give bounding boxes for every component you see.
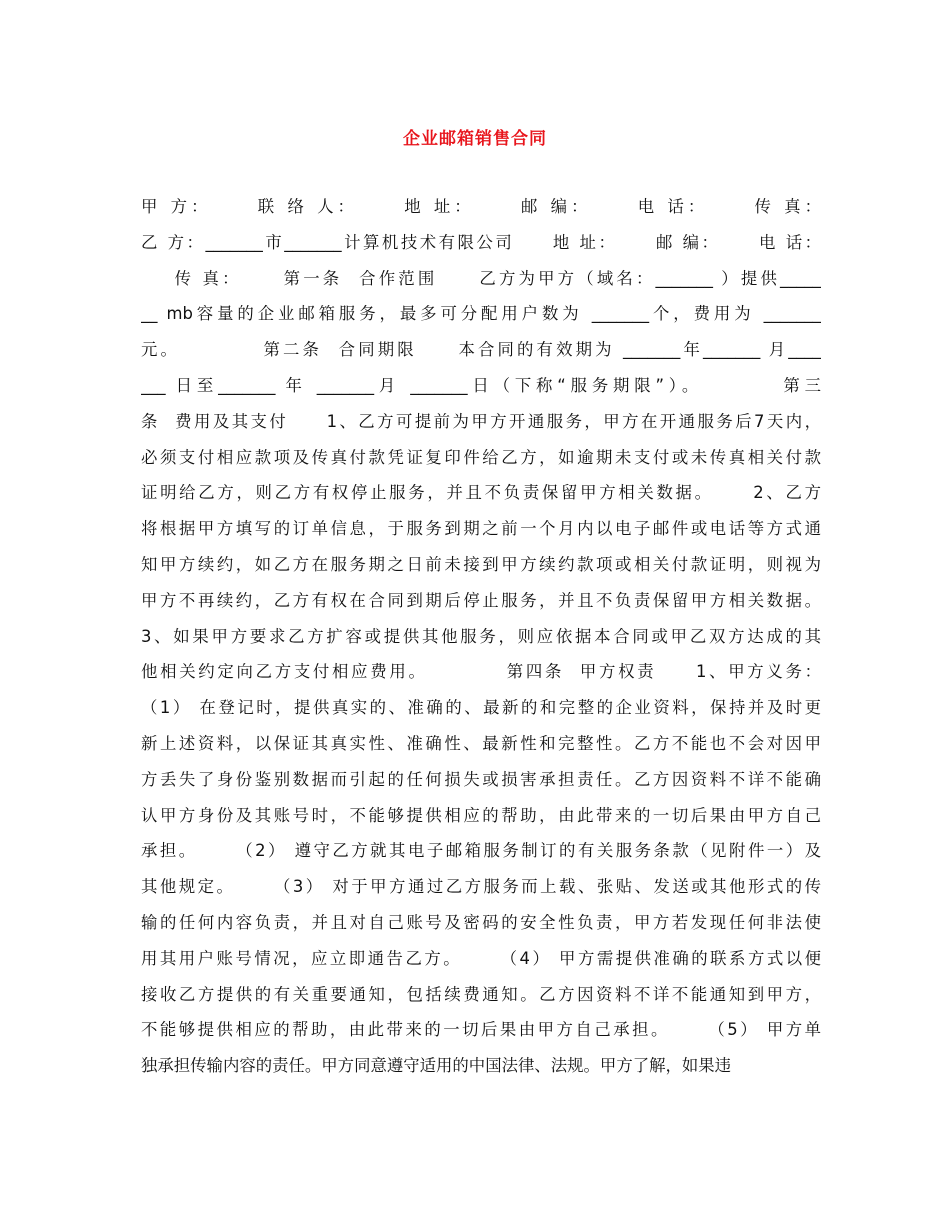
body-line: 将根据甲方填写的订单信息，于服务到期之前一个月内以电子邮件或电话等方式通 (141, 519, 821, 539)
body-line: （1） 在登记时，提供真实的、准确的、最新的和完整的企业资料，保持并及时更 (141, 698, 821, 718)
body-line: __ mb容量的企业邮箱服务，最多可分配用户数为 _______个，费用为 _______ (141, 304, 821, 324)
body-line: 输的任何内容负责，并且对自己账号及密码的安全性负责，甲方若发现任何非法使 (141, 912, 821, 932)
body-line: 其他规定。 （3） 对于甲方通过乙方服务而上载、张贴、发送或其他形式的传 (141, 877, 821, 897)
body-line: 认甲方身份及其账号时，不能够提供相应的帮助，由此带来的一切后果由甲方自己 (141, 805, 821, 825)
body-line: 方丢失了身份鉴别数据而引起的任何损失或损害承担责任。乙方因资料不详不能确 (141, 769, 821, 789)
body-line: 条 费用及其支付 1、乙方可提前为甲方开通服务，甲方在开通服务后7天内， (141, 411, 821, 431)
body-line: 他相关约定向乙方支付相应费用。 第四条 甲方权责 1、甲方义务： (141, 662, 821, 682)
body-line: 甲方不再续约，乙方有权在合同到期后停止服务，并且不负责保留甲方相关数据。 (141, 590, 821, 610)
body-line: 元。 第二条 合同期限 本合同的有效期为 _______年_______ 月____ (141, 340, 821, 360)
body-line: 独承担传输内容的责任。甲方同意遵守适用的中国法律、法规。甲方了解，如果违 (141, 1056, 732, 1076)
body-line: 传 真： 第一条 合作范围 乙方为甲方（域名：_______ ）提供_____ (141, 268, 821, 288)
contract-body (141, 195, 821, 1090)
body-line: 承担。 （2） 遵守乙方就其电子邮箱服务制订的有关服务条款（见附件一）及 (141, 841, 821, 861)
body-line: ___ 日至_______ 年 _______月 _______日（下称“服务期限”）。 第三 (141, 375, 821, 395)
body-line: 乙 方：_______市_______计算机技术有限公司 地 址： 邮 编： 电 话： (141, 232, 821, 252)
body-line: 新上述资料，以保证其真实性、准确性、最新性和完整性。乙方不能也不会对因甲 (141, 733, 821, 753)
body-line: 知甲方续约，如乙方在服务期之日前未接到甲方续约款项或相关付款证明，则视为 (141, 554, 821, 574)
body-line: 必须支付相应款项及传真付款凭证复印件给乙方，如逾期未支付或未传真相关付款 (141, 447, 821, 467)
body-line: 接收乙方提供的有关重要通知，包括续费通知。乙方因资料不详不能通知到甲方， (141, 984, 821, 1004)
body-line: 用其用户账号情况，应立即通告乙方。 （4） 甲方需提供准确的联系方式以便 (141, 948, 821, 968)
document-title: 企业邮箱销售合同 (403, 129, 547, 149)
body-line: 不能够提供相应的帮助，由此带来的一切后果由甲方自己承担。 （5） 甲方单 (141, 1020, 821, 1040)
body-line: 证明给乙方，则乙方有权停止服务，并且不负责保留甲方相关数据。 2、乙方 (141, 483, 821, 503)
body-line: 3、如果甲方要求乙方扩容或提供其他服务，则应依据本合同或甲乙双方达成的其 (141, 626, 821, 646)
body-line: 甲 方： 联 络 人： 地 址： 邮 编： 电 话： 传 真： (141, 197, 821, 216)
